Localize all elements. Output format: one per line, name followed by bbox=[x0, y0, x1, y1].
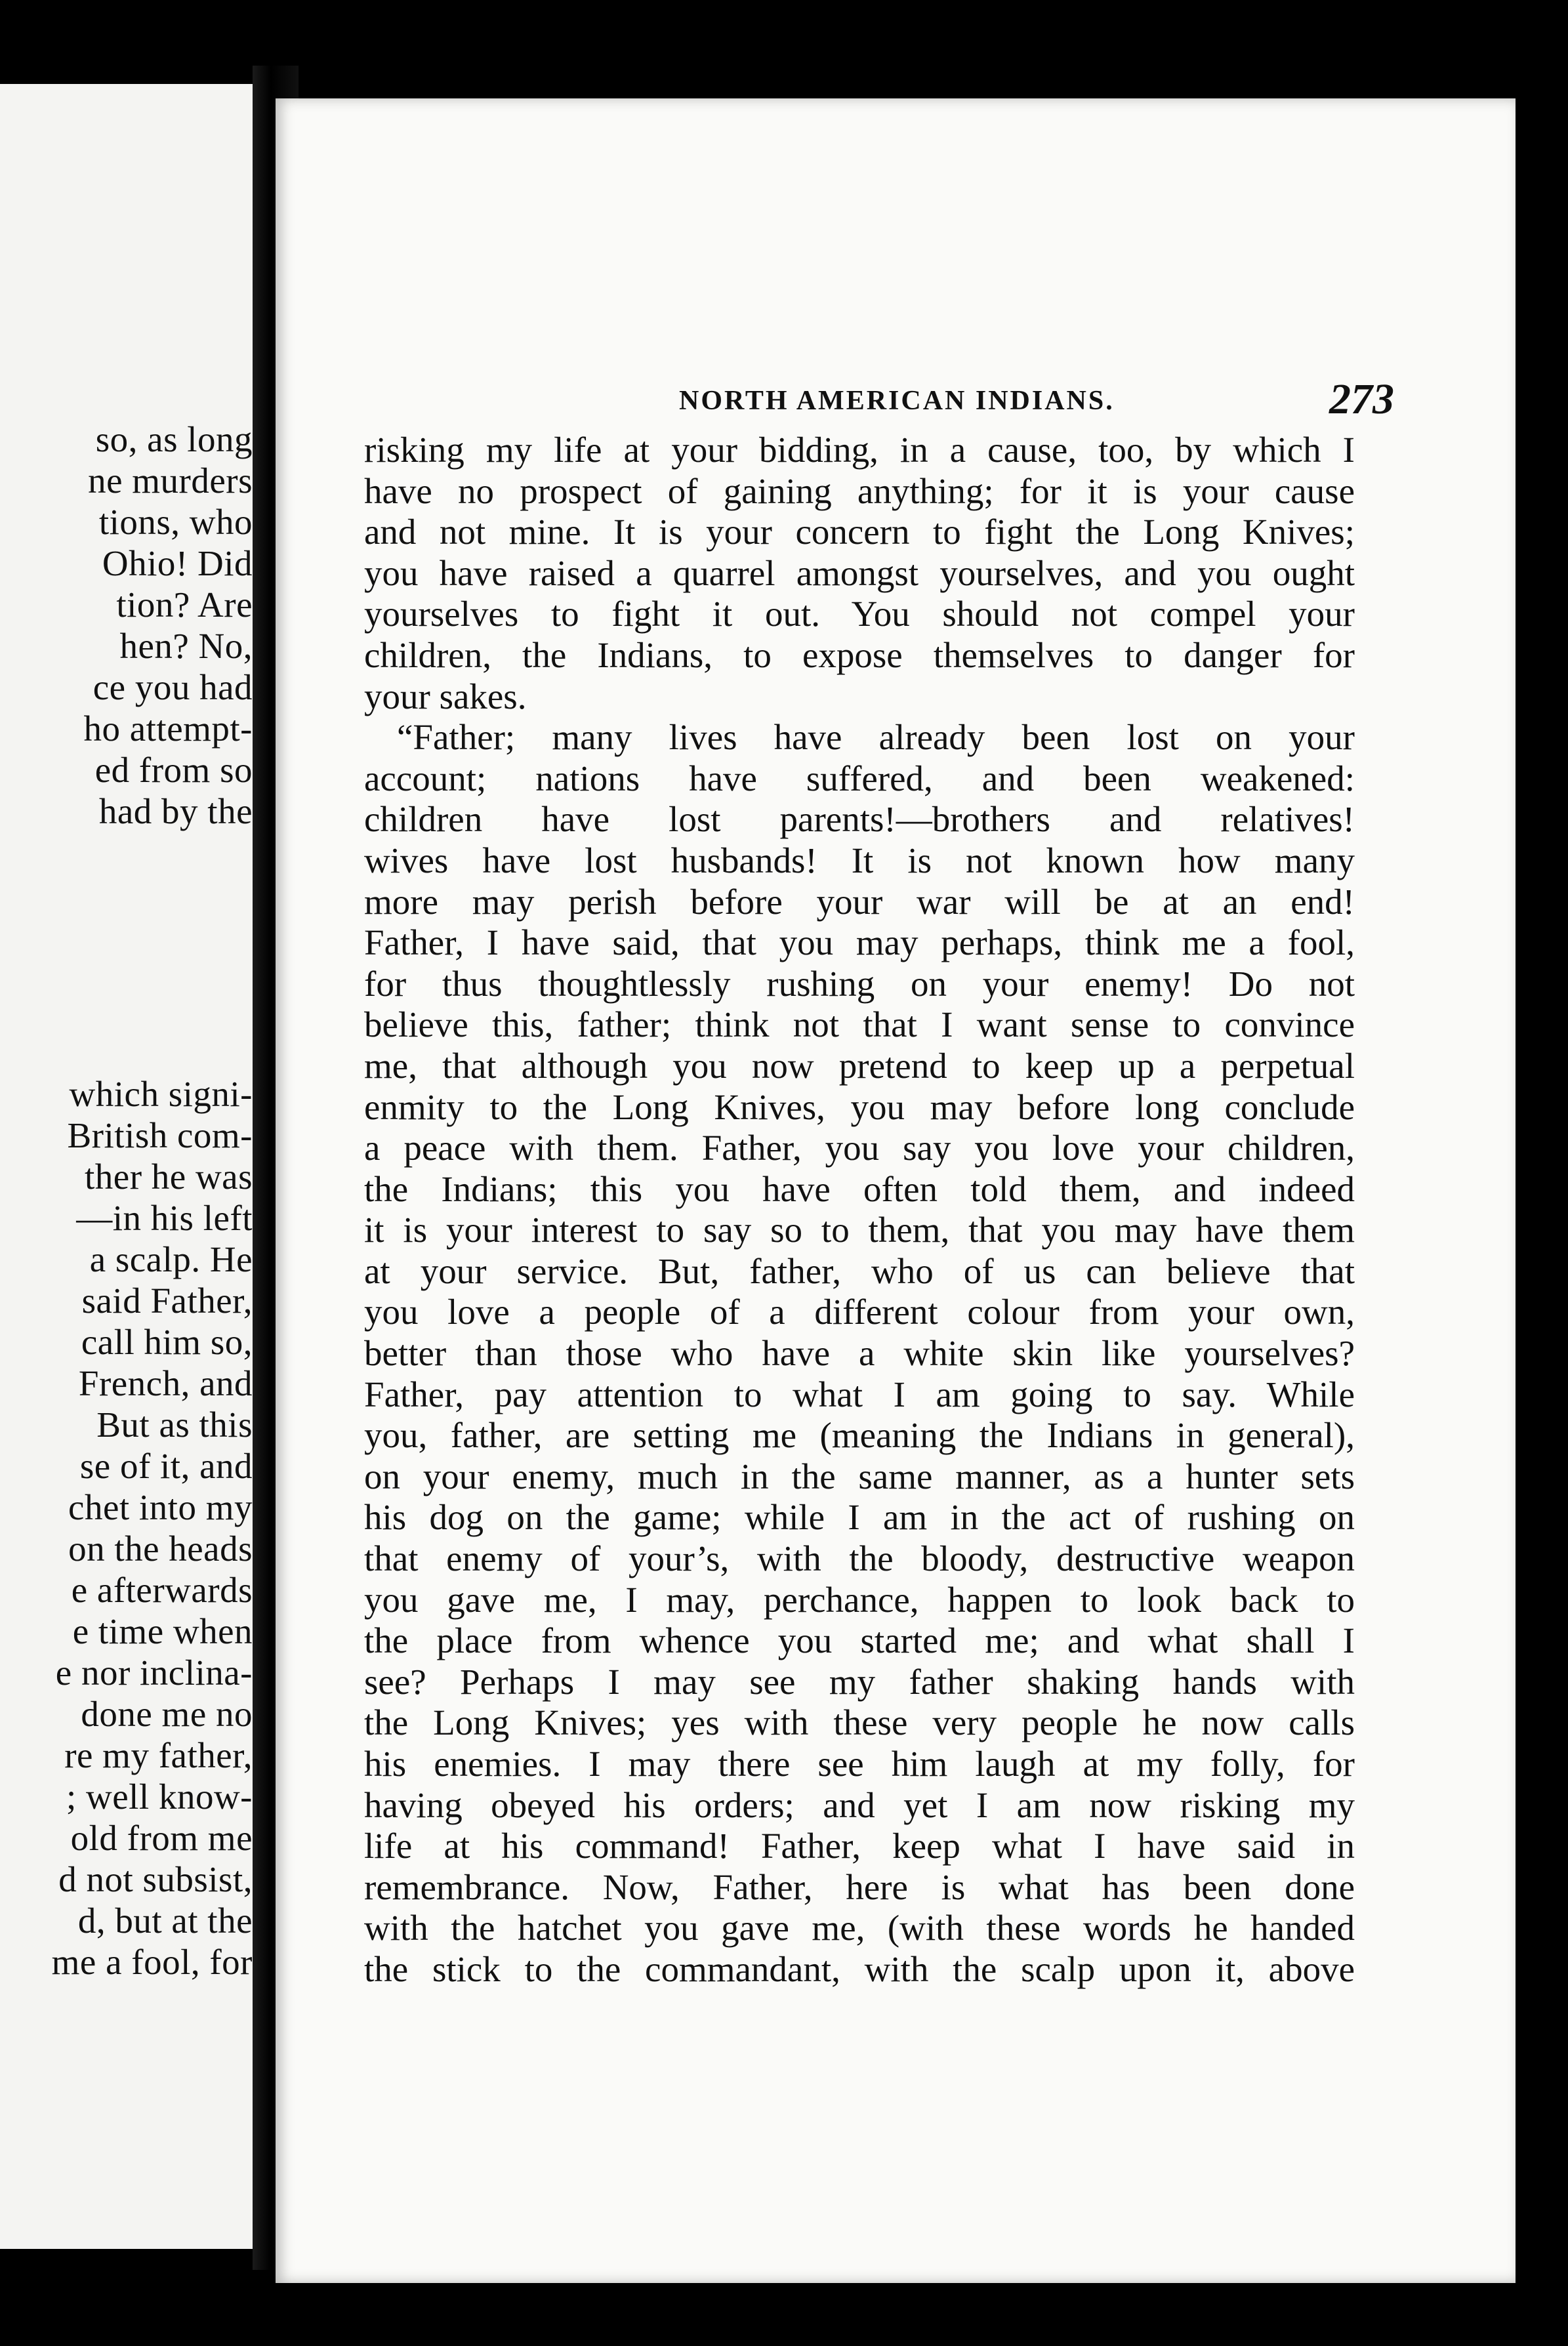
left-line: ; well know- bbox=[66, 1777, 253, 1817]
right-page bbox=[276, 98, 1516, 2283]
left-line: chet into my bbox=[68, 1487, 253, 1527]
page-number: 273 bbox=[1329, 375, 1394, 423]
text-line: for thus thoughtlessly rushing on your enemy! Do not bbox=[364, 963, 1355, 1004]
left-line: d not subsist, bbox=[58, 1859, 253, 1899]
left-line: tions, who bbox=[98, 502, 253, 542]
text-line: that enemy of your’s, with the bloody, destructive weapon bbox=[364, 1538, 1355, 1579]
left-page-text-block-1 bbox=[36, 419, 253, 832]
body-text bbox=[364, 430, 1355, 1990]
left-line: ne murders bbox=[88, 461, 253, 501]
left-page-text-block-2 bbox=[36, 1073, 253, 1983]
text-line: see? Perhaps I may see my father shaking hands with bbox=[364, 1661, 1355, 1702]
text-line: yourselves to fight it out. You should not compel your bbox=[364, 594, 1355, 634]
text-line: the stick to the commandant, with the scalp upon it, above bbox=[364, 1948, 1355, 1989]
text-line: the Long Knives; yes with these very people he now calls bbox=[364, 1702, 1355, 1743]
left-line: said Father, bbox=[81, 1281, 253, 1321]
text-line: his dog on the game; while I am in the act of rushing on bbox=[364, 1497, 1355, 1538]
text-line: and not mine. It is your concern to fight the Long Knives; bbox=[364, 512, 1355, 552]
left-line: se of it, and bbox=[79, 1446, 253, 1486]
text-line: your sakes. bbox=[364, 676, 527, 716]
left-line: a scalp. He bbox=[89, 1239, 253, 1279]
text-line: me, that although you now pretend to keep up a perpetual bbox=[364, 1045, 1355, 1086]
text-line: the place from whence you started me; and what shall I bbox=[364, 1620, 1355, 1661]
left-line: hen? No, bbox=[119, 626, 253, 666]
left-line: re my father, bbox=[64, 1735, 253, 1775]
left-line: call him so, bbox=[81, 1322, 253, 1362]
text-line: believe this, father; think not that I want sense to convince bbox=[364, 1004, 1355, 1045]
text-line: you, father, are setting me (meaning the Indians in general), bbox=[364, 1415, 1355, 1456]
left-line: tion? Are bbox=[116, 585, 253, 625]
left-line: e time when bbox=[72, 1611, 253, 1651]
left-line: ed from so bbox=[94, 750, 253, 790]
text-line: “Father; many lives have already been lost on your bbox=[397, 717, 1355, 758]
text-line: wives have lost husbands! It is not known how many bbox=[364, 840, 1355, 880]
running-head: NORTH AMERICAN INDIANS. bbox=[679, 386, 1115, 416]
text-line: life at his command! Father, keep what I have said in bbox=[364, 1826, 1355, 1866]
left-line: Ohio! Did bbox=[102, 543, 253, 583]
left-line: ce you had bbox=[93, 667, 253, 707]
left-line: But as this bbox=[96, 1405, 253, 1445]
left-line: on the heads bbox=[68, 1529, 253, 1569]
text-line: it is your interest to say so to them, that you may have them bbox=[364, 1210, 1355, 1250]
text-line: account; nations have suffered, and been weakened: bbox=[364, 758, 1355, 798]
text-line: have no prospect of gaining anything; for it is your cause bbox=[364, 470, 1355, 511]
text-line: Father, pay attention to what I am going to say. While bbox=[364, 1374, 1355, 1414]
text-line: you love a people of a different colour from your own, bbox=[364, 1292, 1355, 1332]
text-line: you gave me, I may, perchance, happen to look back to bbox=[364, 1579, 1355, 1620]
left-line: e nor inclina- bbox=[55, 1653, 253, 1693]
text-line: the Indians; this you have often told them, and indeed bbox=[364, 1168, 1355, 1209]
text-line: a peace with them. Father, you say you love your children, bbox=[364, 1128, 1355, 1168]
text-line: children have lost parents!—brothers and relatives! bbox=[364, 799, 1355, 840]
left-line: which signi- bbox=[69, 1074, 253, 1114]
left-line: done me no bbox=[81, 1694, 253, 1734]
left-line: e afterwards bbox=[71, 1570, 253, 1610]
left-line: —in his left bbox=[76, 1198, 253, 1238]
text-line: having obeyed his orders; and yet I am now risking my bbox=[364, 1784, 1355, 1825]
text-line: on your enemy, much in the same manner, as a hunter sets bbox=[364, 1456, 1355, 1496]
text-line: with the hatchet you gave me, (with these words he handed bbox=[364, 1908, 1355, 1948]
left-line: so, as long bbox=[95, 419, 253, 459]
text-line: risking my life at your bidding, in a cause, too, by which I bbox=[364, 430, 1355, 470]
text-line: you have raised a quarrel amongst yourselves, and you ought bbox=[364, 552, 1355, 593]
left-line: British com- bbox=[67, 1115, 253, 1155]
left-line: me a fool, for bbox=[51, 1942, 253, 1982]
left-line: French, and bbox=[78, 1363, 253, 1403]
left-line: ther he was bbox=[85, 1157, 253, 1197]
text-line: remembrance. Now, Father, here is what has been done bbox=[364, 1866, 1355, 1907]
text-line: his enemies. I may there see him laugh at my folly, for bbox=[364, 1744, 1355, 1784]
text-line: more may perish before your war will be at an end! bbox=[364, 881, 1355, 922]
text-line: children, the Indians, to expose themselves to danger for bbox=[364, 634, 1355, 675]
text-line: Father, I have said, that you may perhaps, think me a fool, bbox=[364, 922, 1355, 963]
text-line: at your service. But, father, who of us can believe that bbox=[364, 1250, 1355, 1291]
text-line: better than those who have a white skin like yourselves? bbox=[364, 1333, 1355, 1374]
left-line: d, but at the bbox=[77, 1901, 253, 1941]
left-line: old from me bbox=[70, 1818, 253, 1858]
left-line: ho attempt- bbox=[83, 709, 253, 749]
text-line: enmity to the Long Knives, you may before long conclude bbox=[364, 1086, 1355, 1127]
page-header bbox=[276, 371, 1516, 423]
left-line: had by the bbox=[98, 791, 253, 831]
left-page-fragment bbox=[0, 84, 253, 2249]
